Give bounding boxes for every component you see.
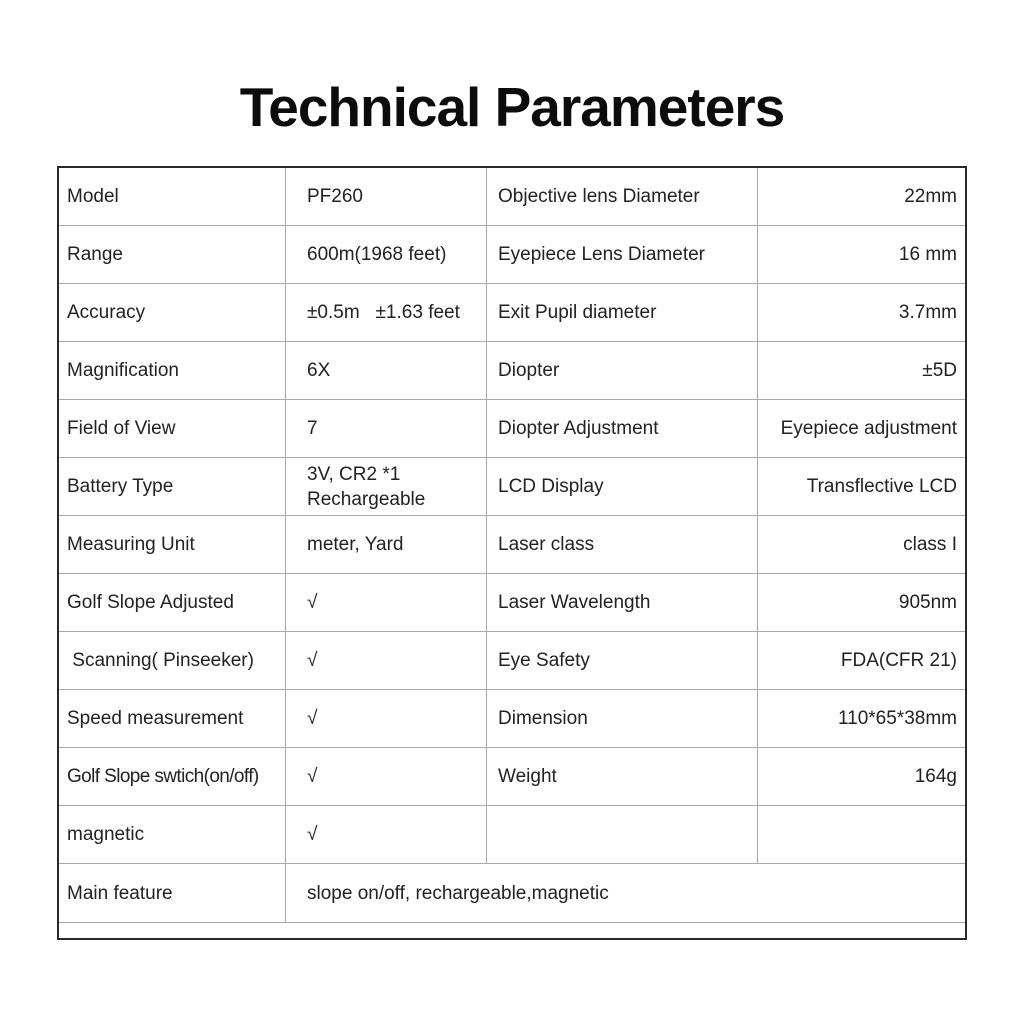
page-title: Technical Parameters: [239, 76, 785, 138]
param-label: Weight: [487, 748, 758, 806]
param-value: [758, 806, 967, 864]
table-row: [59, 284, 967, 342]
param-label: Laser class: [487, 516, 758, 574]
param-label: Battery Type: [59, 458, 286, 516]
param-value: 164g: [758, 748, 967, 806]
param-value: 3V, CR2 *1 Rechargeable: [286, 458, 487, 516]
table-row: [59, 226, 967, 284]
param-label: Eye Safety: [487, 632, 758, 690]
param-value: 22mm: [758, 168, 967, 226]
table-row: [59, 806, 967, 864]
table-row: [59, 168, 967, 226]
param-value: √: [286, 806, 487, 864]
param-value: ±5D: [758, 342, 967, 400]
param-label: magnetic: [59, 806, 286, 864]
param-value: FDA(CFR 21): [758, 632, 967, 690]
main-feature-value: slope on/off, rechargeable,magnetic: [286, 864, 967, 923]
param-label: Magnification: [59, 342, 286, 400]
table-row: [59, 748, 967, 806]
table-row: [59, 864, 967, 923]
param-value: √: [286, 632, 487, 690]
param-label: Speed measurement: [59, 690, 286, 748]
param-value: √: [286, 690, 487, 748]
table-row: [59, 690, 967, 748]
param-label: Exit Pupil diameter: [487, 284, 758, 342]
param-value: 7: [286, 400, 487, 458]
param-label: Laser Wavelength: [487, 574, 758, 632]
param-label: Accuracy: [59, 284, 286, 342]
param-value: 905nm: [758, 574, 967, 632]
param-label: Scanning( Pinseeker): [59, 632, 286, 690]
param-value: 600m(1968 feet): [286, 226, 487, 284]
param-label: Field of View: [59, 400, 286, 458]
param-label: Measuring Unit: [59, 516, 286, 574]
table-row: [59, 458, 967, 516]
param-value: 16 mm: [758, 226, 967, 284]
param-value: PF260: [286, 168, 487, 226]
param-label: Golf Slope swtich(on/off): [59, 748, 286, 806]
technical-parameters-table: [58, 167, 967, 923]
param-value: Transflective LCD: [758, 458, 967, 516]
param-value: √: [286, 748, 487, 806]
main-feature-label: Main feature: [59, 864, 286, 923]
param-label: Range: [59, 226, 286, 284]
param-value: 3.7mm: [758, 284, 967, 342]
table-row: [59, 574, 967, 632]
param-value: 110*65*38mm: [758, 690, 967, 748]
table-row: [59, 342, 967, 400]
table-row: [59, 400, 967, 458]
param-value: 6X: [286, 342, 487, 400]
param-value: Eyepiece adjustment: [758, 400, 967, 458]
param-value: class I: [758, 516, 967, 574]
table-row: [59, 516, 967, 574]
param-label: Eyepiece Lens Diameter: [487, 226, 758, 284]
param-label: LCD Display: [487, 458, 758, 516]
param-label: Diopter Adjustment: [487, 400, 758, 458]
param-label: Model: [59, 168, 286, 226]
param-label: Dimension: [487, 690, 758, 748]
param-label: Objective lens Diameter: [487, 168, 758, 226]
param-label: Diopter: [487, 342, 758, 400]
table-row: [59, 632, 967, 690]
param-label: Golf Slope Adjusted: [59, 574, 286, 632]
param-value: ±0.5m ±1.63 feet: [286, 284, 487, 342]
param-value: meter, Yard: [286, 516, 487, 574]
param-label: [487, 806, 758, 864]
param-value: √: [286, 574, 487, 632]
